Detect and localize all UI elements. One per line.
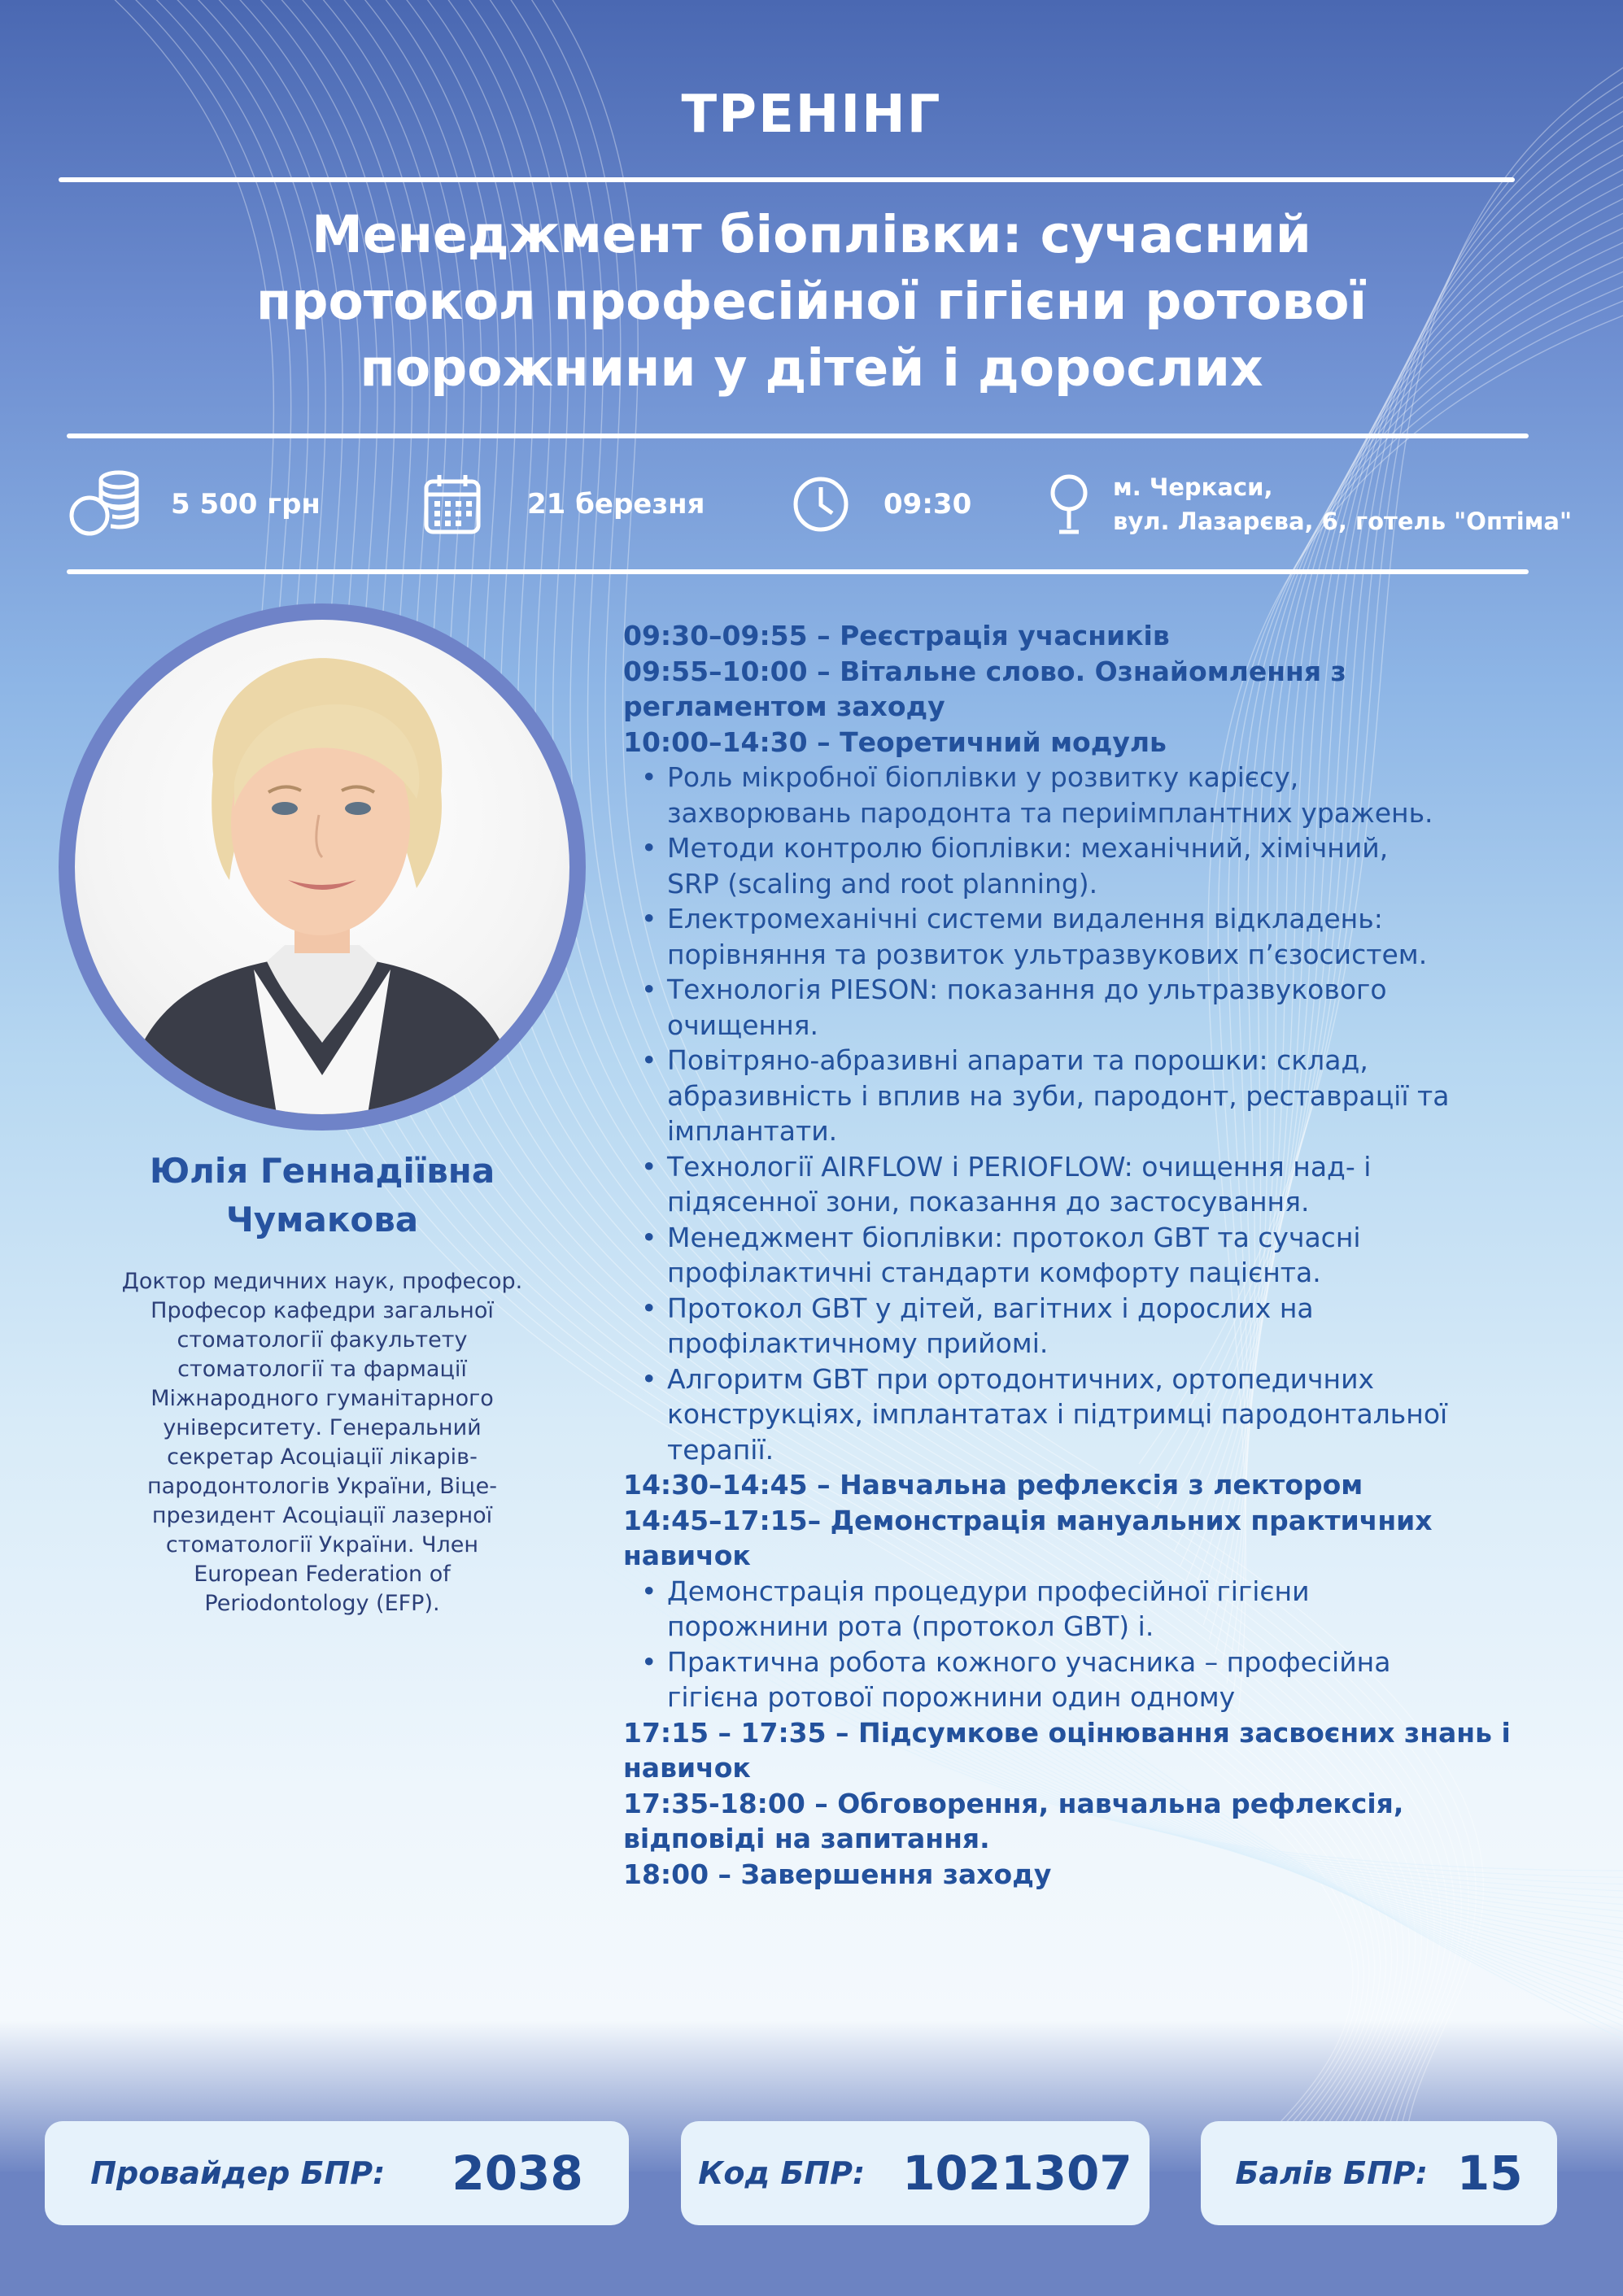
program-bullet-continuation: [623, 937, 1583, 973]
divider-top: [59, 177, 1515, 182]
bio-line: секретар Асоціації лікарів-: [167, 1444, 478, 1470]
clock-icon: [792, 476, 849, 533]
speaker-bio: [65, 1267, 579, 1619]
program-bullet-continuation: [623, 1078, 1583, 1114]
program-time-slot: 10:00–14:30 – Теоретичний модуль: [623, 725, 1167, 758]
code-value: 1021307: [902, 2146, 1132, 2201]
bio-line: пародонтологів України, Віце-: [147, 1474, 497, 1499]
program-item-text: абразивність і вплив на зуби, пародонт, реставрації та: [667, 1079, 1450, 1112]
program-item-text: Менеджмент біоплівки: протокол GBT та сучасні: [667, 1221, 1361, 1253]
bio-line: Професор кафедри загальної: [151, 1298, 494, 1323]
code-badge: [681, 2121, 1150, 2225]
program-item-text: Повітряно-абразивні апарати та порошки: склад,: [667, 1044, 1368, 1076]
program-bullet-item: [623, 760, 1583, 795]
program-item-text: Практична робота кожного учасника – професійна: [667, 1645, 1391, 1678]
program-item-text: конструкціях, імплантатах і підтримці пародонтальної: [667, 1398, 1448, 1430]
program-item-text: захворювань пародонта та периімплантних уражень.: [667, 796, 1433, 829]
program-bullet-item: [623, 1645, 1583, 1680]
location-text: [1113, 470, 1572, 538]
program-bullet-continuation: [623, 866, 1583, 902]
program-item-text: Методи контролю біоплівки: механічний, хімічний,: [667, 832, 1389, 864]
program-bullet-continuation: [623, 1680, 1583, 1715]
program-bullet-item: [623, 901, 1583, 937]
program-item-text: Алгоритм GBT при ортодонтичних, ортопедичних: [667, 1362, 1375, 1395]
bio-line: президент Асоціації лазерної: [151, 1503, 493, 1528]
program-bullet-continuation: [623, 795, 1583, 831]
location-city: м. Черкаси,: [1113, 473, 1273, 501]
event-title-line: Менеджмент біоплівки: сучасний: [312, 205, 1311, 264]
program-item-text: підясенної зони, показання до застосування.: [667, 1186, 1310, 1218]
points-label: Балів БПР:: [1235, 2155, 1428, 2191]
speaker-photo: [75, 620, 569, 1114]
program-time-slot: 14:30–14:45 – Навчальна рефлексія з лектором: [623, 1469, 1363, 1501]
price-info: [67, 464, 321, 545]
program-item-text: Протокол GBT у дітей, вагітних і дорослих на: [667, 1292, 1314, 1324]
bio-line: університету. Генеральний: [163, 1415, 482, 1440]
program-bullet-item: [623, 1361, 1583, 1397]
program-time-slot: 17:35-18:00 – Обговорення, навчальна рефлексія,: [623, 1787, 1404, 1819]
speaker-name: [81, 1147, 563, 1244]
time-text: 09:30: [883, 488, 972, 521]
program-bullet-item: [623, 1291, 1583, 1327]
coins-icon: [67, 465, 143, 543]
points-badge: [1201, 2121, 1557, 2225]
provider-value: 2038: [452, 2146, 583, 2201]
program-item-text: очищення.: [667, 1009, 819, 1041]
bullet-marker: •: [641, 1575, 657, 1607]
program-time-slot: навичок: [623, 1540, 751, 1571]
program-schedule: [623, 618, 1583, 1892]
program-item-text: гігієна ротової порожнини один одному: [667, 1681, 1236, 1713]
location-pin-icon: [1049, 473, 1089, 535]
program-bullet-item: [623, 1149, 1583, 1185]
program-item-text: SRP (scaling and root planning).: [667, 867, 1098, 900]
speaker-portrait-illustration: [75, 620, 569, 1114]
program-item-text: порівняння та розвиток ультразвукових п’єзосистем.: [667, 938, 1428, 970]
program-time-slot: 14:45–17:15– Демонстрація мануальних практичних: [623, 1504, 1433, 1536]
bio-line: стоматології та фармації: [177, 1357, 467, 1382]
bullet-marker: •: [641, 1292, 657, 1324]
program-time-slot: 17:15 – 17:35 – Підсумкове оцінювання засвоєних знань і: [623, 1716, 1511, 1749]
program-bullet-item: [623, 1043, 1583, 1078]
program-item-text: Технології AIRFLOW і PERIOFLOW: очищення над- і: [667, 1150, 1372, 1183]
divider-middle: [67, 433, 1529, 438]
header-title: ТРЕНІНГ: [681, 85, 942, 145]
program-bullet-item: [623, 1220, 1583, 1256]
program-bullet-continuation: [623, 1396, 1583, 1432]
program-bullet-item: [623, 830, 1583, 866]
bio-line: Доктор медичних наук, професор.: [121, 1269, 523, 1294]
program-item-text: Електромеханічні системи видалення відкладень:: [667, 903, 1383, 935]
price-text: 5 500 грн: [171, 488, 321, 521]
bio-line: European Federation of: [194, 1562, 451, 1587]
program-item-text: терапії.: [667, 1433, 774, 1466]
location-info: [1049, 464, 1572, 545]
program-time-slot: 18:00 – Завершення заходу: [623, 1858, 1052, 1890]
bio-line: Periodontology (EFP).: [204, 1591, 440, 1616]
bio-line: стоматології факультету: [177, 1327, 468, 1353]
bullet-marker: •: [641, 1362, 657, 1395]
program-item-text: імплантати.: [667, 1115, 838, 1147]
program-time-slot: відповіді на запитання.: [623, 1823, 990, 1854]
bullet-marker: •: [641, 903, 657, 935]
program-time-slot: 09:30–09:55 – Реєстрація учасників: [623, 620, 1170, 651]
program-item-text: профілактичні стандарти комфорту пацієнта.: [667, 1257, 1321, 1288]
speaker-name-line: Чумакова: [225, 1200, 419, 1239]
bullet-marker: •: [641, 974, 657, 1005]
provider-label: Провайдер БПР:: [90, 2155, 386, 2191]
points-value: 15: [1456, 2146, 1523, 2201]
bullet-marker: •: [641, 761, 657, 793]
event-info-row: [0, 464, 1623, 545]
speaker-name-line: Юлія Геннадіївна: [149, 1151, 495, 1191]
event-title: [122, 202, 1501, 402]
program-bullet-continuation: [623, 1432, 1583, 1468]
program-bullet-continuation: [623, 1184, 1583, 1220]
program-item-text: Демонстрація процедури професійної гігієни: [667, 1575, 1310, 1607]
program-item-text: профілактичному прийомі.: [667, 1327, 1049, 1359]
date-text: 21 березня: [527, 488, 705, 521]
program-bullet-continuation: [623, 1255, 1583, 1291]
location-address: вул. Лазарєва, 6, готель "Оптіма": [1113, 508, 1573, 535]
calendar-icon: [423, 473, 482, 535]
program-time-slot: навичок: [623, 1752, 751, 1784]
provider-badge: [45, 2121, 629, 2225]
program-bullet-continuation: [623, 1008, 1583, 1043]
time-info: [792, 464, 971, 545]
bio-line: стоматології України. Член: [165, 1532, 479, 1558]
program-time-slot: 09:55–10:00 – Вітальне слово. Ознайомлення з: [623, 655, 1346, 687]
program-item-text: порожнини рота (протокол GBT) і.: [667, 1610, 1154, 1642]
bio-line: Міжнародного гуманітарного: [151, 1386, 494, 1411]
bullet-marker: •: [641, 1044, 657, 1076]
program-bullet-item: [623, 972, 1583, 1008]
program-item-text: Роль мікробної біоплівки у розвитку карієсу,: [667, 761, 1299, 793]
program-time-slot: регламентом заходу: [623, 691, 945, 722]
code-label: Код БПР:: [698, 2155, 866, 2191]
program-bullet-continuation: [623, 1326, 1583, 1361]
bullet-marker: •: [641, 832, 657, 864]
divider-bottom: [67, 569, 1529, 574]
program-bullet-continuation: [623, 1113, 1583, 1149]
program-bullet-continuation: [623, 1609, 1583, 1645]
program-bullet-item: [623, 1574, 1583, 1610]
bullet-marker: •: [641, 1150, 657, 1183]
event-title-line: протокол професійної гігієни ротової: [255, 272, 1368, 331]
bullet-marker: •: [641, 1221, 657, 1253]
event-title-line: порожнини у дітей і дорослих: [360, 338, 1263, 398]
date-info: [423, 464, 705, 545]
program-item-text: Технологія PIESON: показання до ультразвукового: [667, 974, 1387, 1005]
bullet-marker: •: [641, 1645, 657, 1678]
